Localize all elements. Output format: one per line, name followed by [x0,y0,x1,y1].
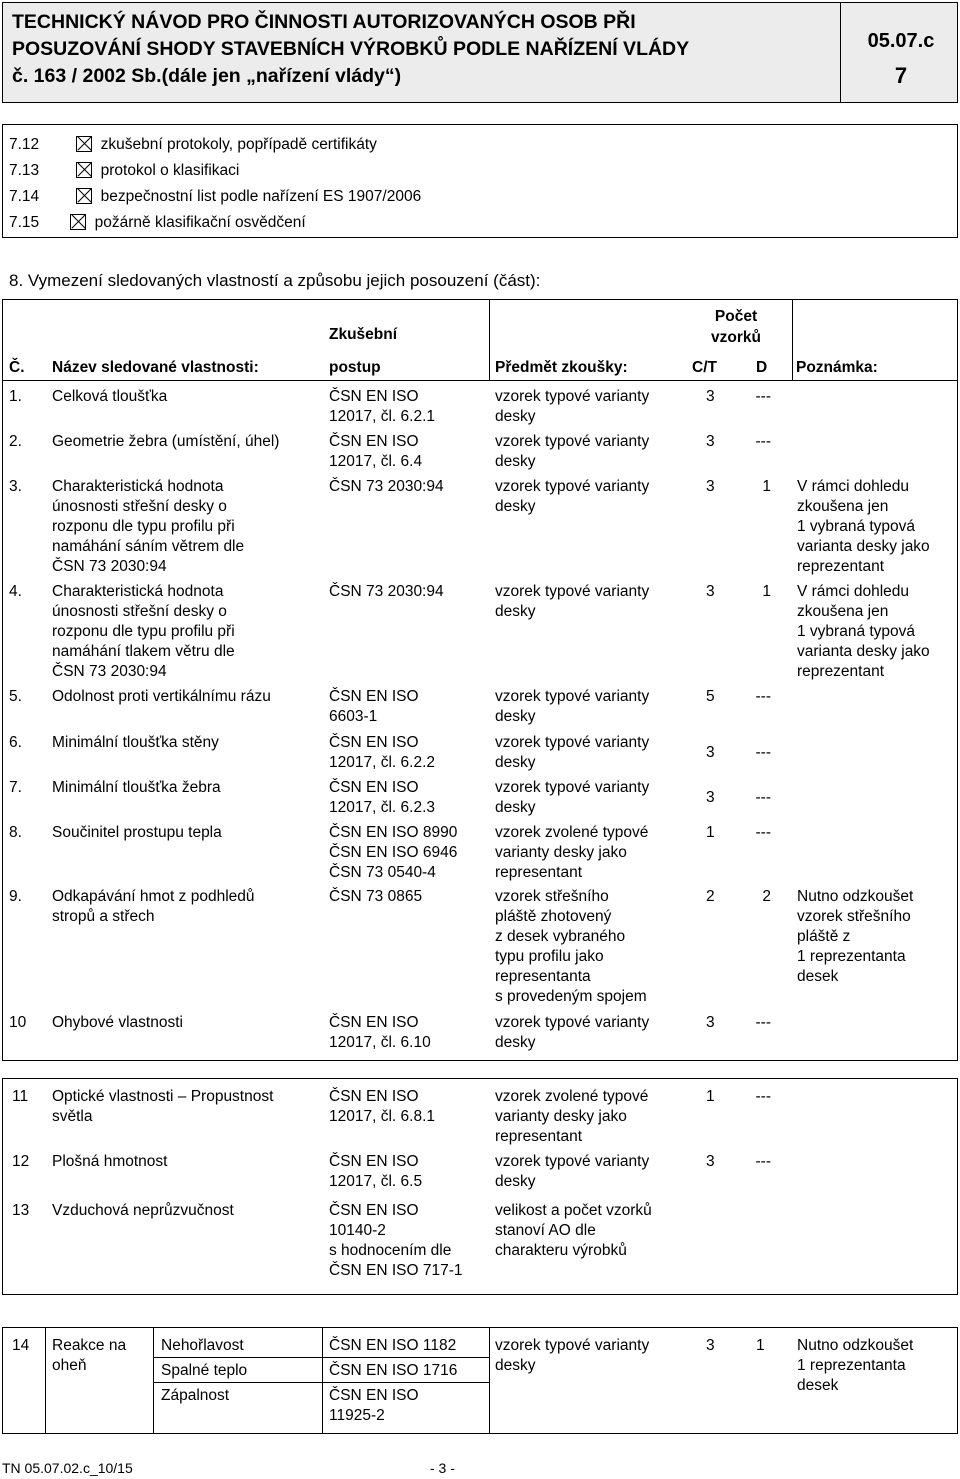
header-ct: C/T [692,359,717,376]
row-method: ČSN EN ISO 8990 ČSN EN ISO 6946 ČSN 73 0540-4 [329,824,458,881]
row-number: 8. [9,824,22,841]
header-method-bottom: postup [329,359,381,376]
document-code: 05.07.c [867,30,935,52]
row-d: --- [755,744,771,761]
row-method: ČSN EN ISO 12017, čl. 6.2.2 [329,734,435,771]
header-count-top: Počet [714,308,758,325]
row-method: ČSN EN ISO 12017, čl. 6.10 [329,1014,431,1051]
page-header [2,2,958,103]
row-d: 2 [762,888,771,905]
row-method: ČSN EN ISO 12017, čl. 6.4 [329,433,423,470]
checklist-item [9,161,39,181]
header-property: Název sledované vlastnosti: [52,359,259,376]
title-line-1: TECHNICKÝ NÁVOD PRO ČINNOSTI AUTORIZOVANÝCH OSOB PŘI [12,11,636,33]
row-method: ČSN 73 2030:94 [329,583,444,600]
item-number: 7.14 [9,188,40,205]
header-num: Č. [9,359,25,376]
row-d: --- [755,824,771,841]
row-subject: vzorek typové varianty desky [495,583,650,620]
checklist-item-label [76,161,239,181]
row-subject: vzorek typové varianty desky [495,734,650,771]
row-ct: 3 [706,433,715,450]
header-count-bottom: vzorků [711,329,761,346]
row-ct: 1 [706,824,715,841]
row-property: Optické vlastnosti – Propustnost světla [52,1088,274,1125]
row-subject: vzorek typové varianty desky [495,1337,650,1374]
row-ct: 3 [706,478,715,495]
document-title [12,9,832,90]
checked-box-icon[interactable] [76,136,92,152]
sub-method: ČSN EN ISO 1716 [329,1362,458,1379]
header-d: D [756,359,768,376]
row-number: 4. [9,583,22,600]
row-property: Charakteristická hodnota únosnosti střešní desky o rozponu dle typu profilu při namáhání sáním větrem dle ČSN 73 2030:94 [52,478,245,575]
row-number: 11 [12,1088,29,1105]
footer-doc-id: TN 05.07.02.c_10/15 [2,1460,133,1476]
row-number: 9. [9,888,22,905]
row-number: 12 [12,1153,30,1170]
row-d: 1 [762,583,771,600]
row-method: ČSN EN ISO 12017, čl. 6.2.1 [329,388,435,425]
row-property: Odolnost proti vertikálnímu rázu [52,688,271,705]
row-method: ČSN EN ISO 12017, čl. 6.2.3 [329,779,435,816]
row-d: --- [755,789,771,806]
row-ct: 3 [706,583,715,600]
checklist-item [9,187,39,207]
checked-box-icon[interactable] [76,188,92,204]
row-number: 1. [9,388,22,405]
header-divider [840,3,841,102]
row-property: Ohybové vlastnosti [52,1014,183,1031]
sub-property: Nehořlavost [161,1337,244,1354]
row-property: Odkapávání hmot z podhledů stropů a střech [52,888,255,925]
row-ct: 2 [706,888,715,905]
row-d: --- [755,433,771,450]
title-line-2: POSUZOVÁNÍ SHODY STAVEBNÍCH VÝROBKŮ PODLE NAŘÍZENÍ VLÁDY [12,38,690,60]
row-number: 6. [9,734,22,751]
row-property: Celková tloušťka [52,388,168,405]
section-title: 8. Vymezení sledovaných vlastností a způsobu jejich posouzení (část): [9,271,541,290]
checklist-item-label [70,213,306,233]
item-number: 7.15 [9,214,40,231]
row-d: 1 [756,1337,765,1354]
row-number: 7. [9,779,22,796]
item-label: požárně klasifikační osvědčení [94,214,306,231]
row-property: Součinitel prostupu tepla [52,824,222,841]
row-method: ČSN EN ISO 12017, čl. 6.5 [329,1153,423,1190]
sub-property: Spalné teplo [161,1362,248,1379]
checklist-item [9,213,39,233]
checklist-item-label [76,187,421,207]
row-property: Reakce na oheň [52,1337,127,1374]
checklist-item-label [76,135,377,155]
row-subject: vzorek zvolené typové varianty desky jako representant [495,824,649,881]
row-subject: vzorek střešního pláště zhotovený z desek vybraného typu profilu jako representanta s provedeným spojem [495,888,647,1005]
row-note: V rámci dohledu zkoušena jen 1 vybraná typová varianta desky jako reprezentant [797,478,930,575]
row-number: 13 [12,1202,30,1219]
row-subject: vzorek typové varianty desky [495,388,650,425]
row-property: Plošná hmotnost [52,1153,168,1170]
row-ct: 3 [706,1153,715,1170]
row-d: --- [755,688,771,705]
item-label: bezpečnostní list podle nařízení ES 1907/2006 [100,188,422,205]
row-note: V rámci dohledu zkoušena jen 1 vybraná typová varianta desky jako reprezentant [797,583,930,680]
row-note: Nutno odzkoušet 1 reprezentanta desek [797,1337,914,1394]
row-ct: 3 [706,789,715,806]
row-ct: 3 [706,388,715,405]
row-method: ČSN EN ISO 12017, čl. 6.8.1 [329,1088,435,1125]
title-line-3: č. 163 / 2002 Sb.(dále jen „nařízení vlády“) [12,65,402,87]
row-ct: 3 [706,1337,715,1354]
row-subject: vzorek typové varianty desky [495,688,650,725]
header-note: Poznámka: [796,359,878,376]
row-subject: vzorek zvolené typové varianty desky jako representant [495,1088,649,1145]
row-ct: 3 [706,1014,715,1031]
row-number: 3. [9,478,22,495]
row-number: 14 [12,1337,30,1354]
row-method: ČSN EN ISO 10140-2 s hodnocením dle ČSN EN ISO 717-1 [329,1202,463,1279]
item-number: 7.12 [9,136,40,153]
row-property: Charakteristická hodnota únosnosti střešní desky o rozponu dle typu profilu při namáhání tlakem větru dle ČSN 73 2030:94 [52,583,235,680]
item-label: protokol o klasifikaci [100,162,240,179]
row-subject: vzorek typové varianty desky [495,478,650,515]
row-subject: vzorek typové varianty desky [495,1014,650,1051]
row-number: 10 [9,1014,27,1031]
row-subject: vzorek typové varianty desky [495,433,650,470]
row-ct: 1 [706,1088,715,1105]
table-2 [2,1078,958,1295]
item-number: 7.13 [9,162,40,179]
row-ct: 3 [706,744,715,761]
sub-method: ČSN EN ISO 11925-2 [329,1387,419,1424]
row-d: --- [755,388,771,405]
section-number: 7 [894,63,908,88]
row-d: --- [755,1088,771,1105]
row-method: ČSN 73 2030:94 [329,478,444,495]
row-d: --- [755,1014,771,1031]
header-method-top: Zkušební [329,326,398,343]
row-property: Minimální tloušťka stěny [52,734,219,751]
row-property: Minimální tloušťka žebra [52,779,221,796]
sub-method: ČSN EN ISO 1182 [329,1337,457,1354]
row-ct: 5 [706,688,715,705]
item-label: zkušební protokoly, popřípadě certifikáty [100,136,377,153]
row-method: ČSN EN ISO 6603-1 [329,688,419,725]
row-property: Geometrie žebra (umístění, úhel) [52,433,280,450]
row-d: 1 [762,478,771,495]
row-subject: velikost a počet vzorků stanoví AO dle charakteru výrobků [495,1202,652,1259]
sub-property: Zápalnost [161,1387,230,1404]
row-property: Vzduchová neprůzvučnost [52,1202,234,1219]
footer-page-number: - 3 - [430,1460,455,1476]
checklist-item [9,135,39,155]
row-subject: vzorek typové varianty desky [495,779,650,816]
row-d: --- [755,1153,771,1170]
row-subject: vzorek typové varianty desky [495,1153,650,1190]
row-method: ČSN 73 0865 [329,888,423,905]
row-number: 5. [9,688,22,705]
row-note: Nutno odzkoušet vzorek střešního pláště z 1 reprezentanta desek [797,888,914,985]
checked-box-icon[interactable] [70,214,86,230]
checked-box-icon[interactable] [76,162,92,178]
row-number: 2. [9,433,22,450]
header-subject: Předmět zkoušky: [495,359,628,376]
